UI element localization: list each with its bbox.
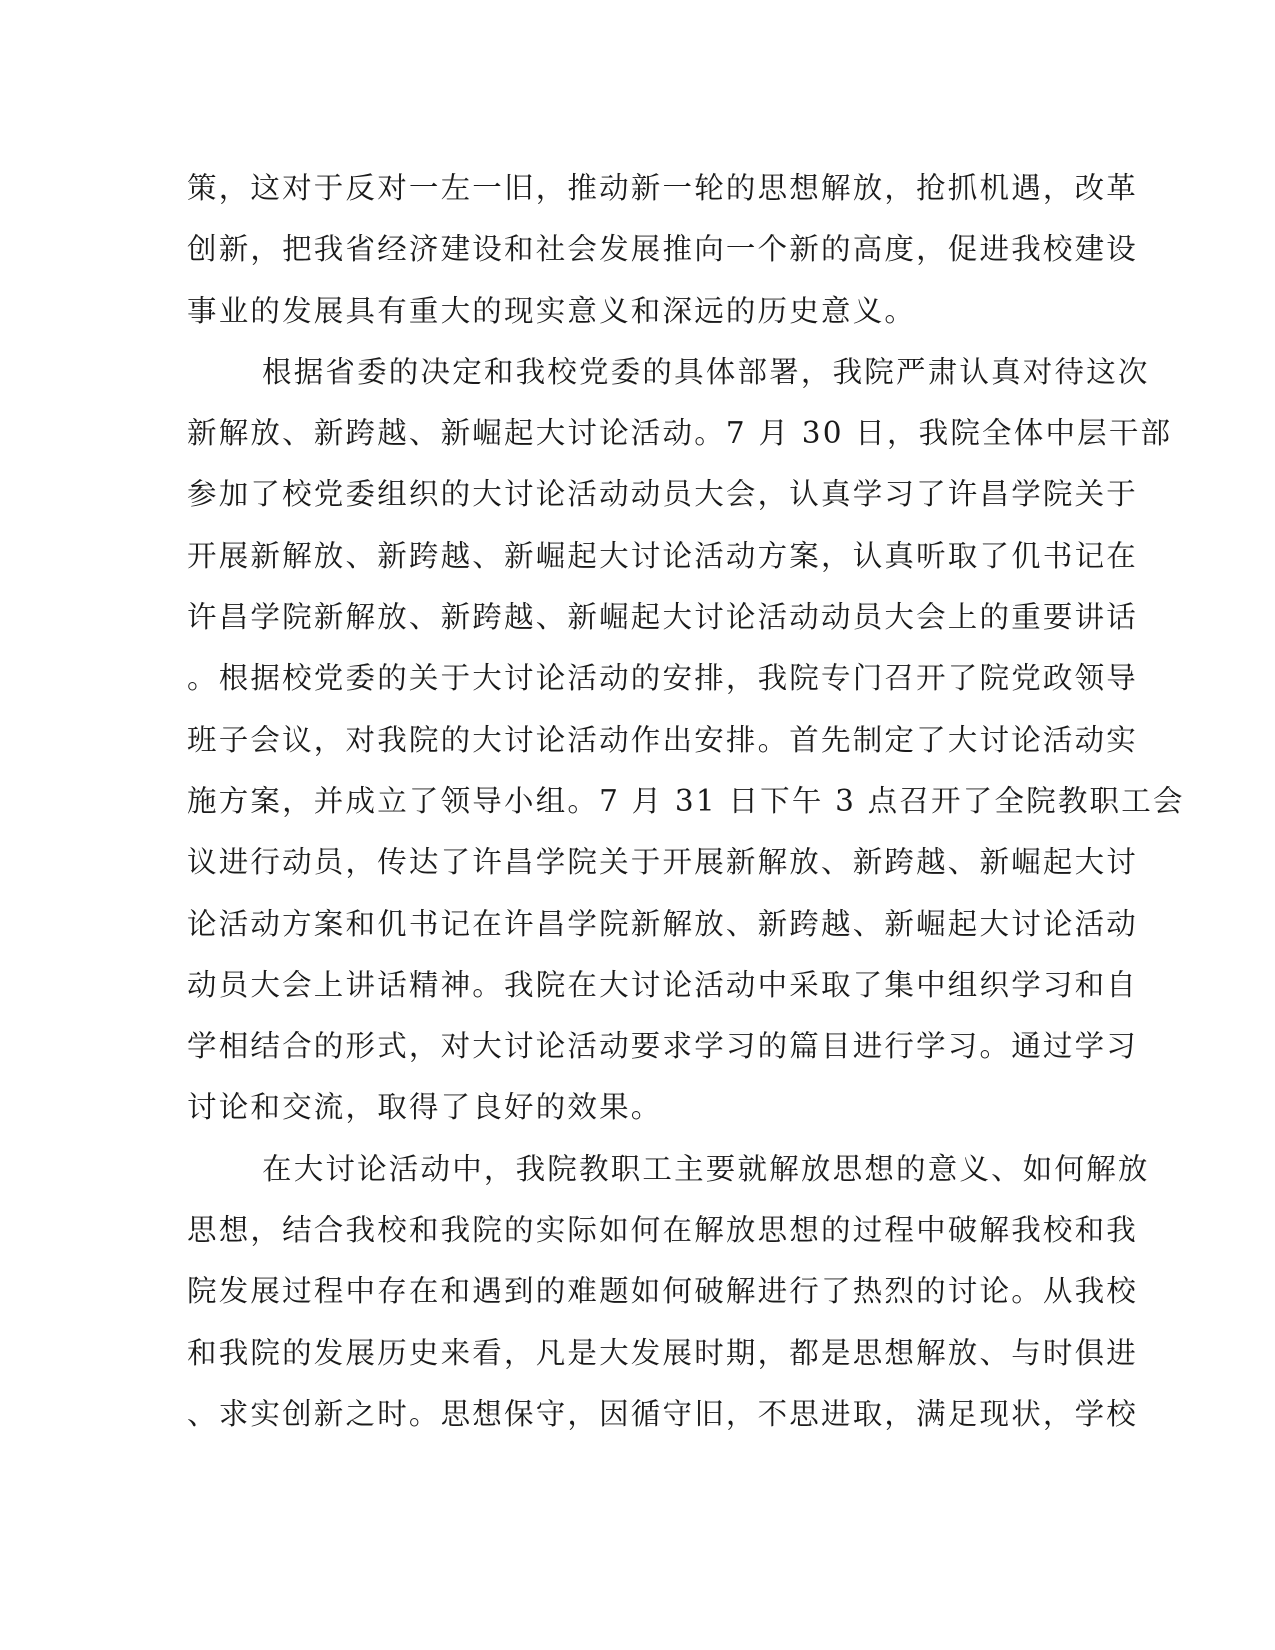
text-line: 和我院的发展历史来看，凡是大发展时期，都是思想解放、与时俱进 — [187, 1335, 1139, 1370]
text-line: 参加了校党委组织的大讨论活动动员大会，认真学习了许昌学院关于 — [187, 477, 1139, 512]
text-line: 动员大会上讲话精神。我院在大讨论活动中采取了集中组织学习和自 — [187, 967, 1139, 1002]
text-line: 议进行动员，传达了许昌学院关于开展新解放、新跨越、新崛起大讨 — [187, 845, 1139, 880]
text-line: 院发展过程中存在和遇到的难题如何破解进行了热烈的讨论。从我校 — [187, 1274, 1139, 1309]
paragraph-first-line: 根据省委的决定和我校党委的具体部署，我院严肃认真对待这次 — [262, 354, 1150, 389]
text-line: 讨论和交流，取得了良好的效果。 — [187, 1090, 663, 1125]
body-text — [187, 158, 1185, 1445]
text-line: 思想，结合我校和我院的实际如何在解放思想的过程中破解我校和我 — [187, 1213, 1139, 1248]
text-line: 策，这对于反对一左一旧，推动新一轮的思想解放，抢抓机遇，改革 — [187, 171, 1139, 205]
text-line: 学相结合的形式，对大讨论活动要求学习的篇目进行学习。通过学习 — [187, 1029, 1139, 1064]
text-line: 施方案，并成立了领导小组。7 月 31 日下午 3 点召开了全院教职工会 — [187, 783, 1185, 818]
text-line: 、求实创新之时。思想保守，因循守旧，不思进取，满足现状，学校 — [187, 1396, 1139, 1431]
text-line: 新解放、新跨越、新崛起大讨论活动。7 月 30 日，我院全体中层干部 — [187, 416, 1173, 451]
text-line: 创新，把我省经济建设和社会发展推向一个新的高度，促进我校建设 — [187, 232, 1139, 267]
paragraph-first-line: 在大讨论活动中，我院教职工主要就解放思想的意义、如何解放 — [262, 1151, 1150, 1186]
text-line: 。根据校党委的关于大讨论活动的安排，我院专门召开了院党政领导 — [187, 661, 1139, 696]
text-line: 事业的发展具有重大的现实意义和深远的历史意义。 — [187, 293, 917, 328]
text-line: 许昌学院新解放、新跨越、新崛起大讨论活动动员大会上的重要讲话 — [187, 600, 1139, 635]
text-line: 班子会议，对我院的大讨论活动作出安排。首先制定了大讨论活动实 — [187, 722, 1139, 757]
text-line: 论活动方案和仉书记在许昌学院新解放、新跨越、新崛起大讨论活动 — [187, 906, 1139, 941]
text-line: 开展新解放、新跨越、新崛起大讨论活动方案，认真听取了仉书记在 — [187, 538, 1139, 573]
